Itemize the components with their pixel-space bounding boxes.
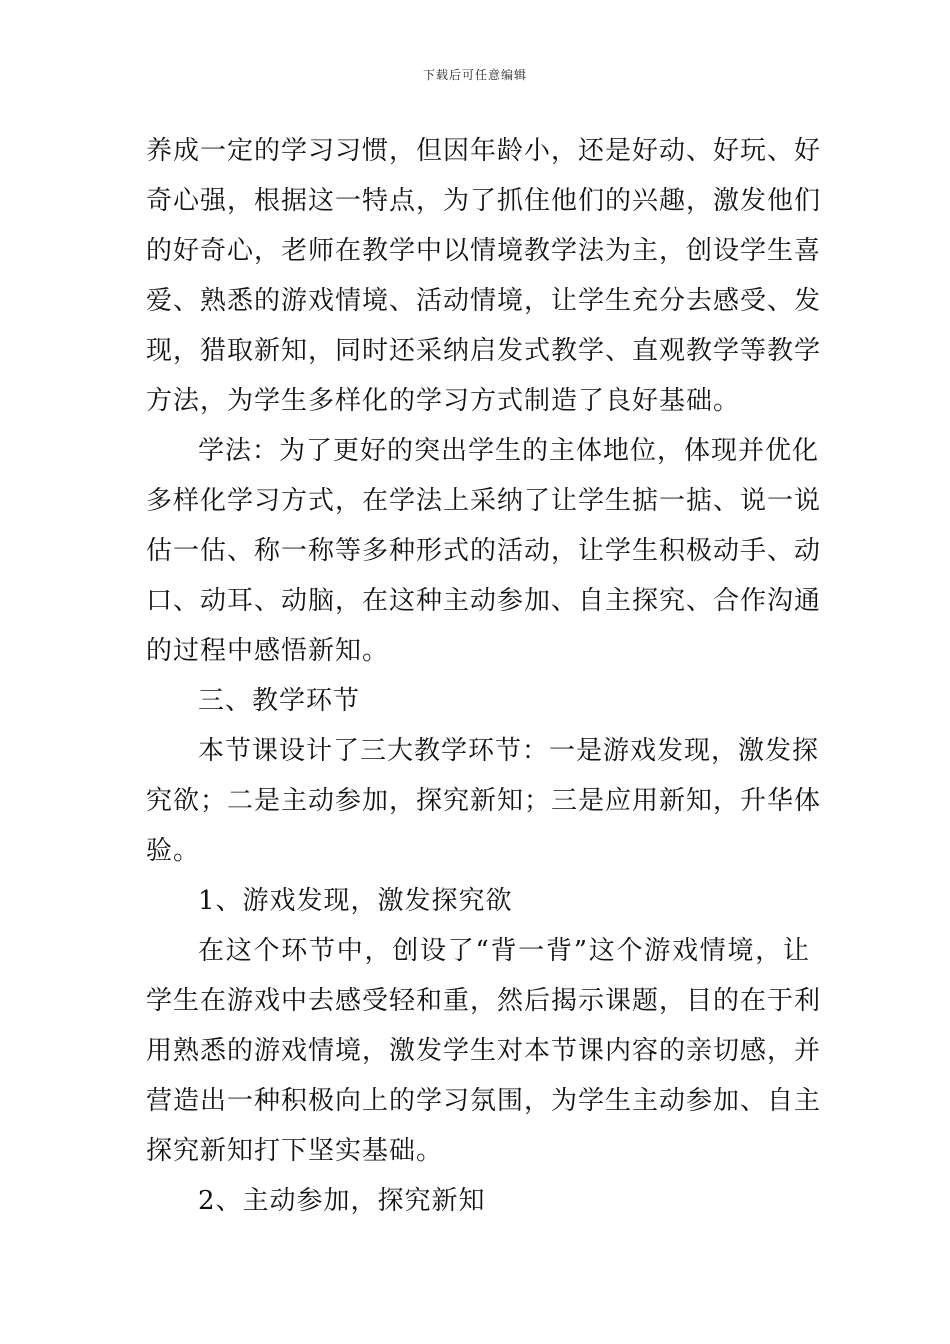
text-line: 究欲；二是主动参加，探究新知；三是应用新知，升华体 bbox=[146, 786, 822, 816]
text-line: 爱、熟悉的游戏情境、活动情境，让学生充分去感受、发 bbox=[146, 286, 822, 316]
text-line: 养成一定的学习习惯，但因年龄小，还是好动、好玩、好 bbox=[146, 136, 822, 166]
text-line: 现，猎取新知，同时还采纳启发式教学、直观教学等教学 bbox=[146, 336, 822, 366]
text-line: 学法：为了更好的突出学生的主体地位，体现并优化 bbox=[198, 436, 820, 466]
section-heading-teaching-steps: 三、教学环节 bbox=[198, 686, 361, 716]
subsection-heading-1: 1、游戏发现，激发探究欲 bbox=[198, 886, 513, 916]
text-line: 方法，为学生多样化的学习方式制造了良好基础。 bbox=[146, 386, 741, 416]
text-line: 估一估、称一称等多种形式的活动，让学生积极动手、动 bbox=[146, 536, 822, 566]
text-line: 的过程中感悟新知。 bbox=[146, 636, 390, 666]
text-line: 在这个环节中，创设了“背一背”这个游戏情境，让 bbox=[198, 936, 810, 966]
text-line: 验。 bbox=[146, 836, 201, 866]
text-line: 的好奇心，老师在教学中以情境教学法为主，创设学生喜 bbox=[146, 236, 822, 266]
text-line: 奇心强，根据这一特点，为了抓住他们的兴趣，激发他们 bbox=[146, 186, 822, 216]
subsection-heading-2: 2、主动参加，探究新知 bbox=[198, 1186, 486, 1216]
paragraph-three-steps bbox=[146, 726, 822, 876]
paragraph-learning-method bbox=[146, 426, 822, 676]
text-line: 本节课设计了三大教学环节：一是游戏发现，激发探 bbox=[198, 736, 820, 766]
text-line: 学生在游戏中去感受轻和重，然后揭示课题，目的在于利 bbox=[146, 986, 822, 1016]
text-line: 探究新知打下坚实基础。 bbox=[146, 1136, 444, 1166]
document-body bbox=[146, 126, 822, 1226]
text-line: 营造出一种积极向上的学习氛围，为学生主动参加、自主 bbox=[146, 1086, 822, 1116]
text-line: 用熟悉的游戏情境，激发学生对本节课内容的亲切感，并 bbox=[146, 1036, 822, 1066]
text-line: 口、动耳、动脑，在这种主动参加、自主探究、合作沟通 bbox=[146, 586, 822, 616]
paragraph-teaching-method bbox=[146, 126, 822, 426]
paragraph-game-discovery bbox=[146, 926, 822, 1176]
text-line: 多样化学习方式，在学法上采纳了让学生掂一掂、说一说 bbox=[146, 486, 822, 516]
header-note: 下载后可任意编辑 bbox=[422, 68, 527, 82]
